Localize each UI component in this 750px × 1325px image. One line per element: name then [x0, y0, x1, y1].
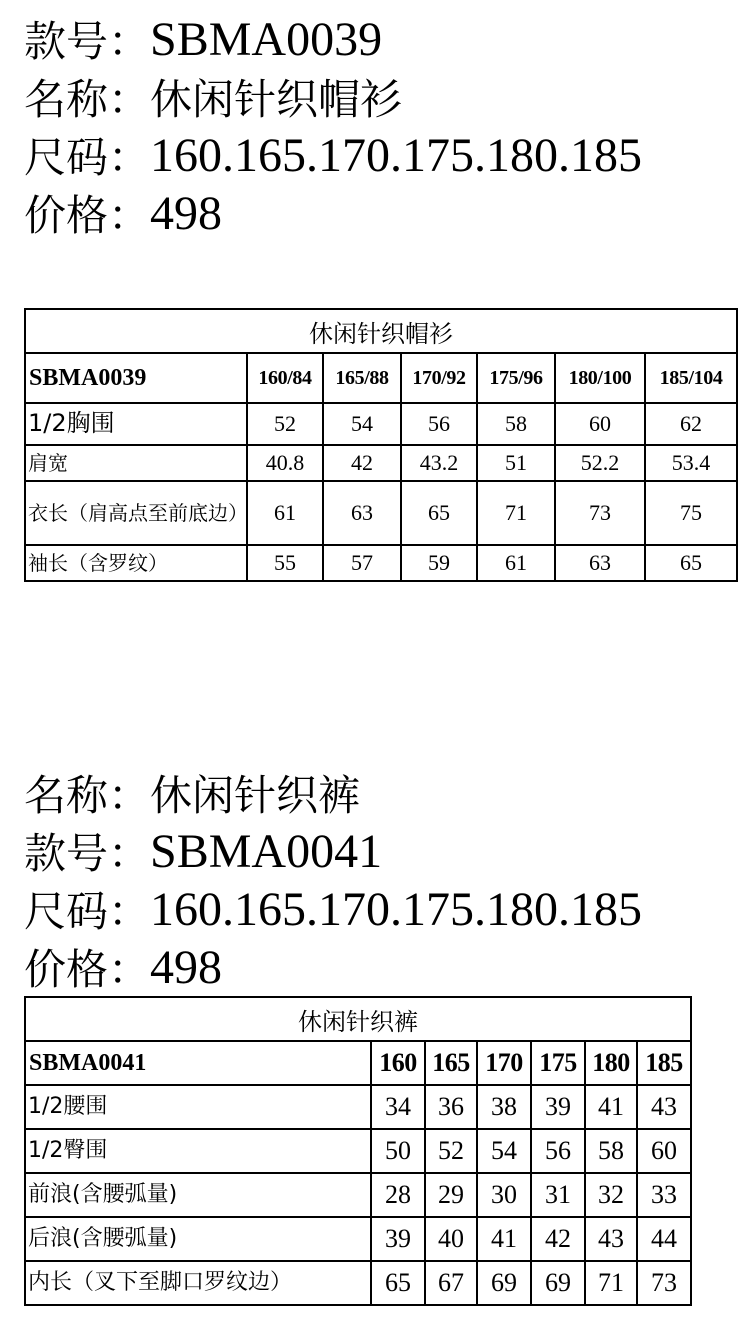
table-cell: 58 — [477, 403, 555, 445]
table-cell: 60 — [555, 403, 645, 445]
table-cell: 55 — [247, 545, 323, 581]
size-header: 185 — [637, 1041, 691, 1085]
size-label: 尺码： — [24, 133, 151, 182]
table-row — [25, 445, 737, 481]
size-header: 170 — [477, 1041, 531, 1085]
size-header: 180 — [585, 1041, 637, 1085]
table-cell: 28 — [371, 1173, 425, 1217]
table-cell: 39 — [531, 1085, 585, 1129]
table-code-cell: SBMA0039 — [25, 353, 247, 403]
table-cell: 41 — [477, 1217, 531, 1261]
table-cell: 53.4 — [645, 445, 737, 481]
size-header: 175/96 — [477, 353, 555, 403]
row-label: 袖长（含罗纹） — [25, 545, 247, 581]
code-value: SBMA0041 — [150, 824, 383, 878]
table-cell: 65 — [401, 481, 477, 545]
product2-name-line — [24, 764, 642, 822]
row-label: 1/2胸围 — [25, 403, 247, 445]
row-label: 内长（叉下至脚口罗纹边） — [25, 1261, 371, 1305]
product1-price-line — [24, 184, 642, 242]
table-cell: 52 — [247, 403, 323, 445]
table-header-row — [25, 1041, 691, 1085]
product1-info — [24, 10, 642, 242]
table-cell: 40 — [425, 1217, 477, 1261]
table-cell: 33 — [637, 1173, 691, 1217]
price-label: 价格： — [24, 945, 151, 994]
table-cell: 71 — [585, 1261, 637, 1305]
table-cell: 43.2 — [401, 445, 477, 481]
table-caption-row — [25, 309, 737, 353]
price-label: 价格： — [24, 191, 151, 240]
table-cell: 69 — [531, 1261, 585, 1305]
product1-size-line — [24, 126, 642, 184]
row-label: 1/2腰围 — [25, 1085, 371, 1129]
table-cell: 73 — [637, 1261, 691, 1305]
product2-code-line — [24, 822, 642, 880]
table-row — [25, 403, 737, 445]
table-row — [25, 1173, 691, 1217]
row-label-text: 衣长（肩高点至前底边） — [28, 500, 248, 525]
size-chart-table-1 — [24, 308, 738, 582]
row-label — [25, 481, 247, 545]
size-header: 165/88 — [323, 353, 401, 403]
table-caption: 休闲针织裤 — [25, 997, 691, 1041]
table-cell: 56 — [401, 403, 477, 445]
product1-code-line — [24, 10, 642, 68]
price-value: 498 — [150, 186, 223, 240]
table-caption: 休闲针织帽衫 — [25, 309, 737, 353]
row-label: 前浪(含腰弧量) — [25, 1173, 371, 1217]
table-row — [25, 481, 737, 545]
table-cell: 61 — [247, 481, 323, 545]
table-cell: 52 — [425, 1129, 477, 1173]
table-cell: 42 — [531, 1217, 585, 1261]
table-cell: 36 — [425, 1085, 477, 1129]
table-cell: 39 — [371, 1217, 425, 1261]
size-value: 160.165.170.175.180.185 — [150, 882, 643, 936]
table-cell: 42 — [323, 445, 401, 481]
row-label: 后浪(含腰弧量) — [25, 1217, 371, 1261]
name-label: 名称： — [24, 771, 151, 820]
table-code-cell: SBMA0041 — [25, 1041, 371, 1085]
size-value: 160.165.170.175.180.185 — [150, 128, 643, 182]
table-cell: 75 — [645, 481, 737, 545]
row-label: 肩宽 — [25, 445, 247, 481]
table-cell: 67 — [425, 1261, 477, 1305]
product2-size-line — [24, 880, 642, 938]
table-cell: 54 — [477, 1129, 531, 1173]
size-header: 180/100 — [555, 353, 645, 403]
table-row — [25, 1261, 691, 1305]
code-label: 款号： — [24, 829, 151, 878]
table-cell: 43 — [637, 1085, 691, 1129]
name-value: 休闲针织裤 — [150, 771, 361, 820]
price-value: 498 — [150, 940, 223, 994]
size-header: 165 — [425, 1041, 477, 1085]
size-header: 160/84 — [247, 353, 323, 403]
size-header: 160 — [371, 1041, 425, 1085]
code-label: 款号： — [24, 17, 151, 66]
size-header: 170/92 — [401, 353, 477, 403]
table-cell: 57 — [323, 545, 401, 581]
table-cell: 63 — [555, 545, 645, 581]
table-cell: 44 — [637, 1217, 691, 1261]
table-cell: 59 — [401, 545, 477, 581]
table-cell: 62 — [645, 403, 737, 445]
table-cell: 32 — [585, 1173, 637, 1217]
table-cell: 52.2 — [555, 445, 645, 481]
table-cell: 38 — [477, 1085, 531, 1129]
table-cell: 65 — [645, 545, 737, 581]
table-cell: 29 — [425, 1173, 477, 1217]
size-label: 尺码： — [24, 887, 151, 936]
product1-name-line — [24, 68, 642, 126]
table-cell: 30 — [477, 1173, 531, 1217]
table-cell: 56 — [531, 1129, 585, 1173]
table-cell: 73 — [555, 481, 645, 545]
table-cell: 43 — [585, 1217, 637, 1261]
table-cell: 50 — [371, 1129, 425, 1173]
table-cell: 63 — [323, 481, 401, 545]
size-chart-table-2 — [24, 996, 692, 1306]
row-label: 1/2臀围 — [25, 1129, 371, 1173]
table-cell: 71 — [477, 481, 555, 545]
table-cell: 69 — [477, 1261, 531, 1305]
table-row — [25, 545, 737, 581]
table-cell: 65 — [371, 1261, 425, 1305]
size-header: 185/104 — [645, 353, 737, 403]
table-cell: 54 — [323, 403, 401, 445]
code-value: SBMA0039 — [150, 12, 383, 66]
size-header: 175 — [531, 1041, 585, 1085]
table-cell: 60 — [637, 1129, 691, 1173]
name-value: 休闲针织帽衫 — [150, 75, 403, 124]
table-row — [25, 1085, 691, 1129]
table-cell: 40.8 — [247, 445, 323, 481]
table-row — [25, 1217, 691, 1261]
table-cell: 58 — [585, 1129, 637, 1173]
table-cell: 34 — [371, 1085, 425, 1129]
table-caption-row — [25, 997, 691, 1041]
table-cell: 61 — [477, 545, 555, 581]
product2-info — [24, 764, 642, 996]
table-cell: 51 — [477, 445, 555, 481]
name-label: 名称： — [24, 75, 151, 124]
table-cell: 41 — [585, 1085, 637, 1129]
product2-price-line — [24, 938, 642, 996]
table-header-row — [25, 353, 737, 403]
table-cell: 31 — [531, 1173, 585, 1217]
table-row — [25, 1129, 691, 1173]
